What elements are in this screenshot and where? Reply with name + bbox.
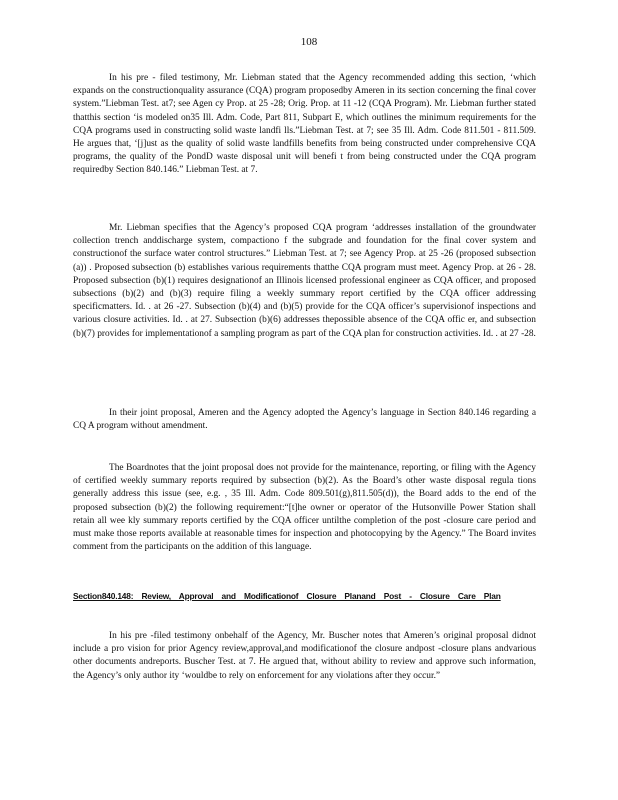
paragraph-text: In his pre - filed testimony, Mr. Liebman stated that the Agency recommended adding this section, ‘which expands on the constructionquality assurance (CQA) program proposedby Ameren in its section concerning the final cover system.”Liebman Test. at7; see Agen cy Prop. at 25 -28; Orig. Prop. at 11 -12 (CQA Program). Mr. Liebman further stated thatthis section ‘is modeled on35 Ill. Adm. Code, Part 811, Subpart E, which outlines the minimum requirements for the CQA programs used in constructing solid waste landfi lls.”Liebman Test. at 7; see 35 Ill. Adm. Code 811.501 - 811.509. He argues that, ‘[j]ust as the quality of solid waste landfills benefits from being constructed under comprehensive CQA programs, the quality of the PondD waste disposal unit will benefi t from being constructed under the CQA program requiredby Section 840.146.” Liebman Test. at 7. (73, 73, 536, 176)
paragraph-buscher-testimony (73, 630, 536, 683)
paragraph-text: Mr. Liebman specifies that the Agency’s proposed CQA program ‘addresses installation of the groundwater collection trench anddischarge system, compactiono f the subgrade and foundation for the final cover system and constructionof the surface water control structures.” Liebman Test. at 7; see Agency Prop. at 25 -26 (proposed subsection (a)) . Proposed subsection (b) establishes various requirements thatthe CQA program must meet. Agency Prop. at 26 - 28. Proposed subsection (b)(1) requires designationof an Illinois licensed professional engineer as CQA officer, and proposed subsections (b)(2) and (b)(3) require filing a weekly summary report certified by the CQA officer addressing specificmatters. Id. . at 26 -27. Subsection (b)(4) and (b)(5) provide for the CQA officer’s supervisionof inspections and various closure activities. Id. . at 27. Subsection (b)(6) addresses thepossible absence of the CQA offic er, and subsection (b)(7) provides for implementationof a sampling program as part of the CQA plan for construction activities. Id. . at 27 -28. (73, 223, 536, 339)
paragraph-text: In their joint proposal, Ameren and the Agency adopted the Agency’s language in Section 840.146 regarding a CQ A program without amendment. (73, 408, 536, 432)
paragraph-cqa-specifics (73, 222, 536, 341)
paragraph-joint-proposal (73, 407, 536, 433)
paragraph-text: In his pre -filed testimony onbehalf of the Agency, Mr. Buscher notes that Ameren’s original proposal didnot include a pro vision for prior Agency review,approval,and modificationof the closure andpost -closure plans andvarious other documents andreports. Buscher Test. at 7. He argued that, without ability to review and approve such information, the Agency’s only author ity ‘wouldbe to rely on enforcement for any violations after they occur.” (73, 631, 536, 681)
paragraph-text: The Boardnotes that the joint proposal does not provide for the maintenance, reporting, or filing with the Agency of certified weekly summary reports required by subsection (b)(2). As the Board’s other waste disposal regula tions generally address this issue (see, e.g. , 35 Ill. Adm. Code 809.501(g),811.505(d)), the Board adds to the end of the proposed subsection (b)(2) the following requirement:“[t]he owner or operator of the Hutsonville Power Station shall retain all wee kly summary reports certified by the CQA officer untilthe completion of the post -closure care period and must make those reports available at reasonable times for inspection and photocopying by the Agency.” The Board invites comment from the participants on the addition of this language. (73, 463, 536, 553)
section-heading: Section840.148: Review, Approval and Modificationof Closure Planand Post - Closure Care Plan (73, 591, 501, 601)
paragraph-liebman-testimony (73, 72, 536, 178)
paragraph-board-notes (73, 462, 536, 554)
page-number: 108 (300, 36, 318, 48)
